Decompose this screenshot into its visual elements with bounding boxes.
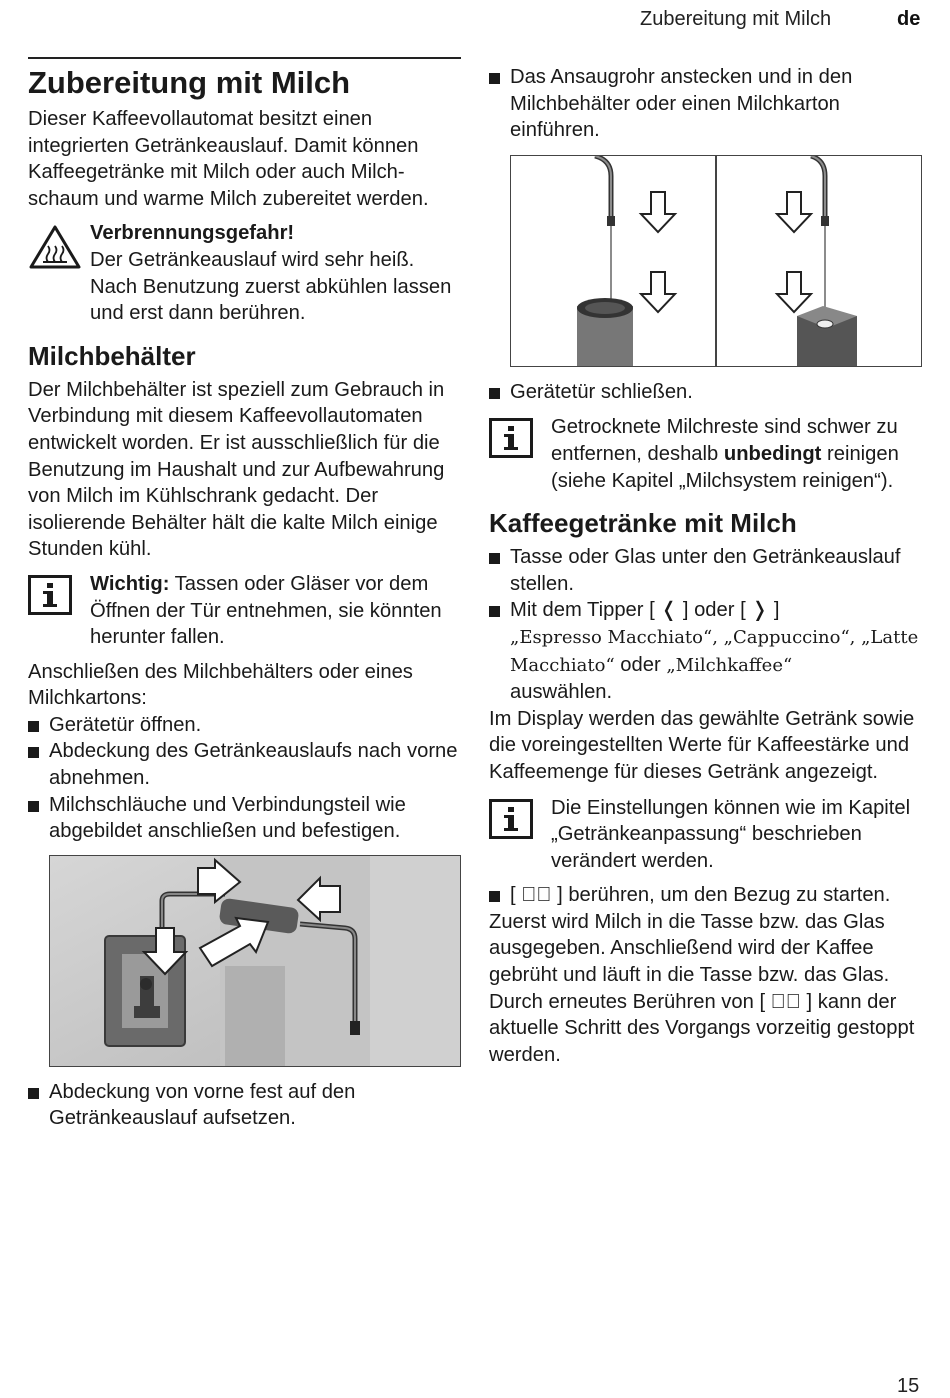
info-note-settings	[489, 795, 927, 875]
list-item: Abdeckung von vorne fest auf den Getränkeauslauf aufsetzen.	[28, 1079, 464, 1132]
tipper-instruction: Mit dem Tipper [ ❬ ] oder [ ❭ ]	[510, 599, 780, 622]
running-header-language: de	[897, 8, 921, 30]
info-text-post: reinigen (siehe Kapitel „Milchsystem reinigen“).	[551, 442, 899, 492]
left-column	[28, 60, 464, 1132]
info-text-pre: Getrocknete Milchreste sind schwer zu entfernen, deshalb	[551, 416, 898, 465]
milchbehaelter-paragraph: Der Milchbehälter ist speziell zum Gebrauch in Verbindung mit diesem Kaffeevollautomaten entwickelt worden. Er ist ausschließlich für die Benutzung im Haushalt und zur Aufbewahrung von Milch im Kühlschrank gedacht. Der isolierende Behälter hält die kalte Milch einige Stunden kühl.	[28, 378, 445, 561]
list-item: Das Ansaugrohr anstecken und in den Milchbehälter oder einen Milchkarton einführen.	[489, 64, 927, 144]
intro-paragraph: Dieser Kaffeevollautomat besitzt einen integrierten Getränkeauslauf. Damit können Kaffeegetränke mit Milch oder auch Milchschaum und warme Milch zubereitet werden.	[28, 108, 429, 210]
warning-title: Verbrennungsgefahr!	[90, 222, 295, 245]
cover-step-list	[28, 1079, 464, 1132]
suction-tube-insertion-illustration	[510, 155, 922, 367]
page-number: 15	[897, 1375, 920, 1397]
warning-text: Der Getränkeauslauf wird sehr heiß. Nach Benutzung zuerst abkühlen lassen und erst dann berühren.	[90, 248, 452, 325]
stop-paragraph: Durch erneutes Berühren von [ ▷⃞ ] kann der aktuelle Schritt des Vorgangs vorzeitig gestoppt werden.	[489, 990, 915, 1066]
section-heading-kaffeegetraenke: Kaffeegetränke mit Milch	[489, 508, 797, 539]
drink-option-last: „Milchkaffee“	[666, 654, 793, 676]
insert-tube-step-list	[489, 64, 927, 144]
info-icon	[489, 414, 551, 463]
milk-hose-connection-illustration	[49, 855, 461, 1067]
info-note-milk-residue	[489, 414, 927, 494]
drink-options-or: oder	[614, 653, 667, 676]
page-title: Zubereitung mit Milch	[28, 65, 351, 100]
info-note-wichtig	[28, 571, 464, 651]
list-item: Gerätetür schließen.	[489, 379, 927, 406]
start-step-list	[489, 882, 927, 909]
info-icon	[489, 795, 551, 844]
list-item: Milchschläuche und Verbindungsteil wie abgebildet anschließen und befestigen.	[28, 792, 464, 845]
display-paragraph: Im Display werden das gewählte Getränk sowie die voreingestellten Werte für Kaffeestärke und Kaffeemenge für dieses Getränk angezeigt.	[489, 707, 915, 783]
hot-surface-warning-icon	[28, 220, 90, 275]
info-text: Tassen oder Gläser vor dem Öffnen der Tür entnehmen, sie könnten herunter fallen.	[90, 572, 442, 649]
info-icon	[28, 571, 90, 620]
info-settings-text: Die Einstellungen können wie im Kapitel „Getränkeanpassung“ beschrieben verändert werden.	[551, 796, 911, 872]
connect-intro: Anschließen des Milchbehälters oder eines Milchkartons:	[28, 660, 413, 710]
drink-options: „Espresso Macchiato“, „Cappuccino“, „Latte Macchiato“	[510, 626, 919, 676]
section-heading-milchbehaelter: Milchbehälter	[28, 340, 196, 371]
list-item	[489, 597, 927, 705]
header-rule	[28, 57, 461, 59]
right-column	[489, 64, 927, 1068]
connect-steps-list	[28, 712, 464, 845]
list-item: Abdeckung des Getränkeauslaufs nach vorne abnehmen.	[28, 738, 464, 791]
select-text: auswählen.	[510, 681, 613, 704]
sequence-paragraph: Zuerst wird Milch in die Tasse bzw. das Glas ausgegeben. Anschließend wird der Kaffee gebrüht und läuft in die Tasse bzw. das Glas.	[489, 910, 890, 987]
list-item: [ ▷⃞ ] berühren, um den Bezug zu starten.	[489, 882, 927, 909]
info-text-bold: unbedingt	[723, 442, 822, 465]
warning-note	[28, 220, 464, 326]
running-header-title: Zubereitung mit Milch	[640, 8, 832, 30]
list-item: Gerätetür öffnen.	[28, 712, 464, 739]
close-door-step-list	[489, 379, 927, 406]
info-bold-label: Wichtig:	[90, 572, 170, 595]
list-item: Tasse oder Glas unter den Getränkeauslauf stellen.	[489, 544, 927, 597]
drink-steps-list	[489, 544, 927, 706]
